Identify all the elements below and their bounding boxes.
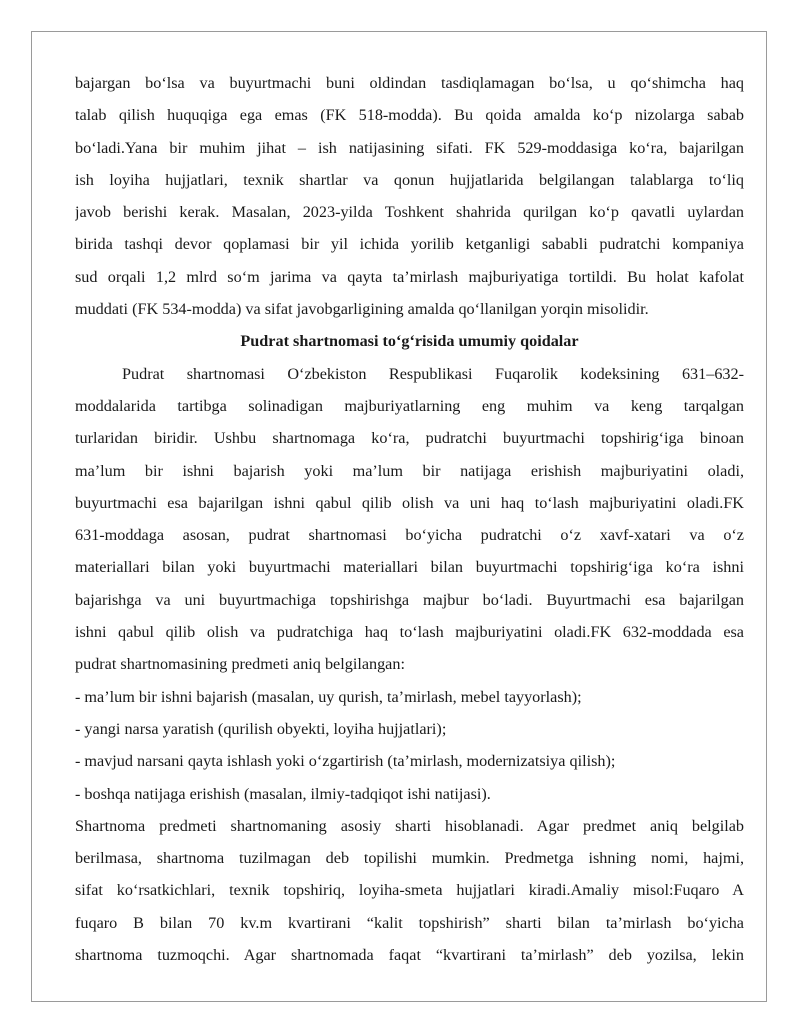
- text-line: ishni qabul qilib olish va pudratchiga haq to‘lash majburiyatini oladi.FK 632-moddada esa: [75, 623, 744, 642]
- text-line: turlaridan biridir. Ushbu shartnomaga ko‘ra, pudratchi buyurtmachi topshirig‘iga binoan: [75, 429, 744, 448]
- text-line: 631-moddaga asosan, pudrat shartnomasi bo‘yicha pudratchi o‘z xavf-xatari va o‘z: [75, 526, 744, 545]
- paragraph-first-line: Pudrat shartnomasi O‘zbekiston Respublikasi Fuqarolik kodeksining 631–632-: [122, 364, 744, 383]
- text-line: pudrat shartnomasining predmeti aniq belgilangan:: [75, 655, 405, 674]
- text-line: berilmasa, shartnoma tuzilmagan deb topilishi mumkin. Predmetga ishning nomi, hajmi,: [75, 849, 744, 868]
- text-line: javob berishi kerak. Masalan, 2023-yilda Toshkent shahrida qurilgan ko‘p qavatli uylardan: [75, 203, 744, 222]
- text-line: bo‘ladi.Yana bir muhim jihat – ish natijasining sifati. FK 529-moddasiga ko‘ra, bajarilgan: [75, 138, 744, 157]
- text-line: bajarishga va uni buyurtmachiga topshirishga majbur bo‘ladi. Buyurtmachi esa bajarilgan: [75, 590, 744, 609]
- text-line: birida tashqi devor qoplamasi bir yil ichida yorilib ketganligi sababli pudratchi kompaniya: [75, 235, 744, 254]
- text-line: muddati (FK 534-modda) va sifat javobgarligining amalda qo‘llanilgan yorqin misolidir.: [75, 300, 649, 319]
- document-body: [75, 67, 744, 971]
- list-item: - boshqa natijaga erishish (masalan, ilmiy-tadqiqot ishi natijasi).: [75, 784, 491, 803]
- list-item: - mavjud narsani qayta ishlash yoki o‘zgartirish (ta’mirlash, modernizatsiya qilish);: [75, 752, 616, 771]
- text-line: bajargan bo‘lsa va buyurtmachi buni oldindan tasdiqlamagan bo‘lsa, u qo‘shimcha haq: [75, 74, 744, 92]
- text-line: ish loyiha hujjatlari, texnik shartlar va qonun hujjatlarida belgilangan talablarga to‘liq: [75, 170, 744, 189]
- section-heading: Pudrat shartnomasi to‘g‘risida umumiy qoidalar: [240, 332, 579, 351]
- text-line: Shartnoma predmeti shartnomaning asosiy sharti hisoblanadi. Agar predmet aniq belgilab: [75, 816, 744, 835]
- text-line: sud orqali 1,2 mlrd so‘m jarima va qayta ta’mirlash majburiyatiga tortildi. Bu holat kafolat: [75, 267, 744, 286]
- list-item: - yangi narsa yaratish (qurilish obyekti, loyiha hujjatlari);: [75, 719, 447, 738]
- text-line: buyurtmachi esa bajarilgan ishni qabul qilib olish va uni haq to‘lash majburiyatini oladi.FK: [75, 493, 744, 512]
- text-line: sifat ko‘rsatkichlari, texnik topshiriq, loyiha-smeta hujjatlari kiradi.Amaliy misol:Fuqaro A: [75, 881, 744, 900]
- text-line: materiallari bilan yoki buyurtmachi materiallari bilan buyurtmachi topshirig‘iga ko‘ra ishni: [75, 558, 744, 577]
- list-item: - ma’lum bir ishni bajarish (masalan, uy qurish, ta’mirlash, mebel tayyorlash);: [75, 687, 582, 706]
- text-line: ma’lum bir ishni bajarish yoki ma’lum bir natijaga erishish majburiyatini oladi,: [75, 461, 744, 480]
- text-line: fuqaro B bilan 70 kv.m kvartirani “kalit topshirish” sharti bilan ta’mirlash bo‘yicha: [75, 913, 744, 932]
- text-line: shartnoma tuzmoqchi. Agar shartnomada faqat “kvartirani ta’mirlash” deb yozilsa, lekin: [75, 946, 744, 965]
- text-line: moddalarida tartibga solinadigan majburiyatlarning eng muhim va keng tarqalgan: [75, 396, 744, 415]
- text-line: talab qilish huquqiga ega emas (FK 518-modda). Bu qoida amalda ko‘p nizolarga sabab: [75, 106, 744, 125]
